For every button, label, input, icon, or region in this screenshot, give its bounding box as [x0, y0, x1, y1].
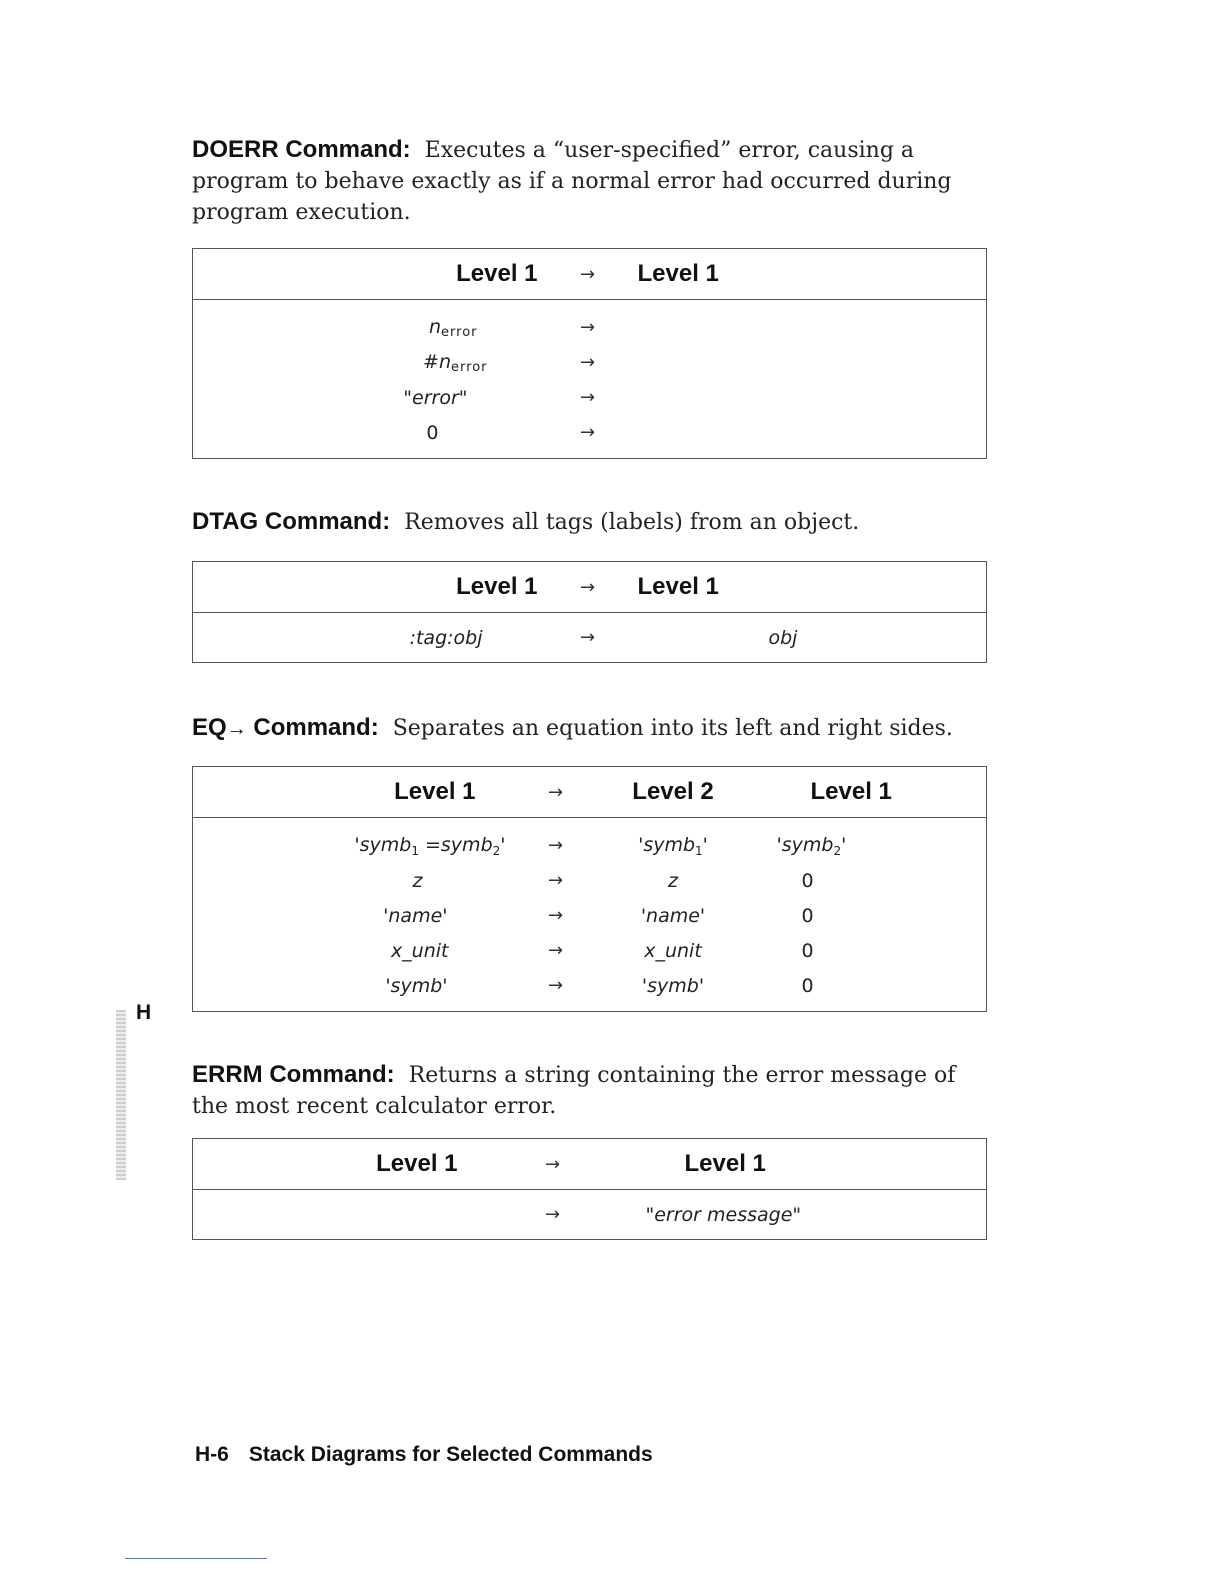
- level-1-cell: [741, 818, 987, 864]
- header-level-1-in: Level 1: [193, 562, 538, 613]
- output-cell: [638, 415, 987, 459]
- dtag-section: [192, 506, 987, 538]
- input-main: n: [428, 315, 442, 338]
- arrow-cell: →: [547, 905, 564, 926]
- level-2-cell: 'name': [640, 904, 706, 927]
- bottom-rule: [125, 1558, 267, 1559]
- input-cell: [193, 1190, 503, 1240]
- table-row: [193, 345, 987, 380]
- header-level-1-in: Level 1: [193, 1139, 503, 1190]
- level-1-subscript: 2: [833, 843, 842, 858]
- header-level-1-out: Level 1: [741, 767, 987, 818]
- input-cell: :tag:obj: [409, 626, 483, 649]
- arrow-cell: →: [579, 627, 596, 648]
- input-part: 'symb: [354, 833, 412, 856]
- errm-description: Returns a string containing the error message of the most recent calculator error.: [192, 1063, 956, 1119]
- level-1-part: 'symb: [776, 833, 834, 856]
- level-2-subscript: 1: [695, 843, 703, 858]
- header-arrow: →: [506, 767, 606, 818]
- level-2-part: ': [702, 833, 708, 856]
- input-cell: [193, 818, 506, 864]
- table-row: [193, 1190, 987, 1240]
- input-cell: z: [412, 869, 423, 892]
- level-1-cell: 0: [801, 904, 814, 927]
- input-cell: [193, 345, 538, 380]
- errm-stack-diagram: [192, 1138, 987, 1240]
- input-cell: 0: [426, 421, 439, 444]
- input-part: ': [500, 833, 506, 856]
- table-row: [193, 415, 987, 459]
- page-number: H-6: [195, 1443, 229, 1466]
- dtag-description-paragraph: [192, 506, 987, 538]
- output-cell: [638, 380, 987, 415]
- table-header-row: [193, 1139, 987, 1190]
- level-1-cell: 0: [801, 974, 814, 997]
- level-2-part: 'symb: [638, 833, 696, 856]
- input-main: #n: [423, 350, 452, 373]
- table-header-row: [193, 767, 987, 818]
- eq-description: Separates an equation into its left and right sides.: [392, 716, 953, 741]
- table-row: [193, 613, 987, 663]
- doerr-description-paragraph: [192, 134, 987, 228]
- table-row: [193, 968, 987, 1012]
- input-subscript: 2: [492, 843, 501, 858]
- table-row: [193, 863, 987, 898]
- table-header-row: [193, 562, 987, 613]
- header-level-1-out: Level 1: [638, 249, 987, 300]
- header-level-1-in: Level 1: [193, 249, 538, 300]
- header-arrow: →: [538, 249, 638, 300]
- eq-command-name: [192, 714, 379, 741]
- output-cell: [638, 345, 987, 380]
- arrow-cell: →: [544, 1204, 561, 1225]
- side-tab-letter: H: [136, 1001, 152, 1024]
- table-row: [193, 300, 987, 346]
- input-cell: [193, 300, 538, 346]
- eq-section: [192, 712, 987, 745]
- input-cell: 'symb': [385, 974, 448, 997]
- header-level-1-out: Level 1: [603, 1139, 987, 1190]
- input-cell: 'name': [383, 904, 448, 927]
- table-row: [193, 933, 987, 968]
- arrow-cell: →: [547, 870, 564, 891]
- header-level-1-out: Level 1: [638, 562, 987, 613]
- input-part: =symb: [418, 833, 493, 856]
- arrow-cell: →: [579, 317, 596, 338]
- table-row: [193, 898, 987, 933]
- errm-description-paragraph: [192, 1059, 987, 1122]
- errm-section: [192, 1059, 987, 1122]
- table-header-row: [193, 249, 987, 300]
- header-level-1-in: Level 1: [193, 767, 506, 818]
- eq-command-arrow: →: [226, 718, 247, 740]
- header-level-2-out: Level 2: [606, 767, 741, 818]
- input-subscript: 1: [411, 843, 419, 858]
- dtag-description: Removes all tags (labels) from an object.: [404, 510, 860, 535]
- arrow-cell: →: [547, 975, 564, 996]
- table-row: [193, 380, 987, 415]
- eq-command-suffix: Command:: [253, 714, 379, 741]
- output-cell: "error message": [645, 1203, 802, 1226]
- page-footer: [195, 1443, 653, 1467]
- level-2-cell: z: [668, 869, 678, 892]
- input-cell: x_unit: [390, 939, 449, 962]
- arrow-cell: →: [579, 422, 596, 443]
- input-subscript: error: [451, 359, 488, 375]
- doerr-stack-diagram: [192, 248, 987, 459]
- arrow-cell: →: [579, 352, 596, 373]
- output-cell: obj: [768, 626, 798, 649]
- header-arrow: →: [503, 1139, 603, 1190]
- side-tab-bar: [116, 1010, 126, 1180]
- eq-description-paragraph: [192, 712, 987, 745]
- level-1-part: ': [841, 833, 847, 856]
- table-row: [193, 818, 987, 864]
- output-cell: [638, 300, 987, 346]
- dtag-stack-diagram: [192, 561, 987, 663]
- header-arrow: →: [538, 562, 638, 613]
- eq-command-prefix: EQ: [192, 714, 227, 741]
- arrow-cell: →: [547, 940, 564, 961]
- level-2-cell: 'symb': [641, 974, 705, 997]
- level-2-cell: x_unit: [644, 939, 702, 962]
- level-1-cell: 0: [801, 939, 814, 962]
- footer-title: Stack Diagrams for Selected Commands: [248, 1443, 653, 1466]
- arrow-cell: →: [579, 387, 596, 408]
- input-cell: "error": [403, 386, 468, 409]
- arrow-cell: →: [547, 835, 564, 856]
- level-1-cell: 0: [801, 869, 814, 892]
- doerr-section: [192, 134, 987, 228]
- input-subscript: error: [441, 324, 478, 340]
- doerr-description: Executes a “user-specified” error, causing a program to behave exactly as if a normal error had occurred during program execution.: [192, 138, 952, 225]
- level-2-cell: [606, 818, 741, 864]
- dtag-command-name: DTAG Command:: [192, 508, 391, 535]
- eq-stack-diagram: [192, 766, 987, 1012]
- errm-command-name: ERRM Command:: [192, 1061, 395, 1088]
- doerr-command-name: DOERR Command:: [192, 136, 411, 163]
